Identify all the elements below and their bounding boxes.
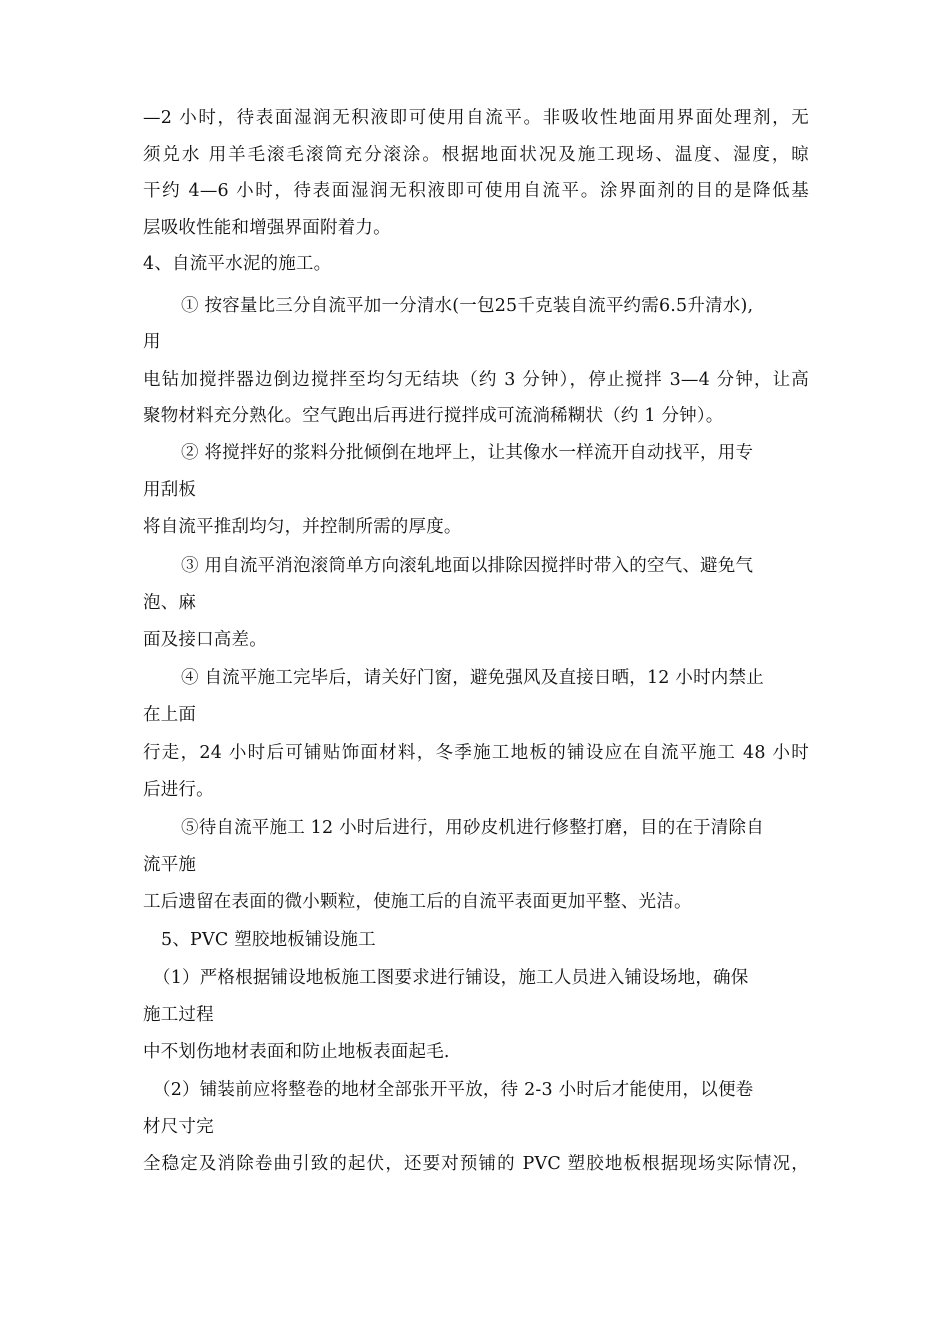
step-2-line: 将自流平推刮均匀，并控制所需的厚度。 [143, 517, 462, 537]
step-2-line: 用刮板 [143, 480, 197, 500]
step-5-line: ⑤待自流平施工 12 小时后进行，用砂皮机进行修整打磨，目的在于清除自 [181, 818, 764, 838]
item-2-line: 材尺寸完 [143, 1117, 214, 1137]
item-2-line: （2）铺装前应将整卷的地材全部张开平放，待 2-3 小时后才能使用，以便卷 [153, 1080, 754, 1100]
step-3-line: 面及接口高差。 [143, 630, 267, 650]
step-2-line: ② 将搅拌好的浆料分批倾倒在地坪上，让其像水一样流开自动找平，用专 [181, 443, 754, 463]
step-5-line: 流平施 [143, 855, 197, 875]
item-1-line: 施工过程 [143, 1005, 214, 1025]
step-5-line: 工后遗留在表面的微小颗粒，使施工后的自流平表面更加平整、光洁。 [143, 892, 692, 912]
item-2-line: 全稳定及消除卷曲引致的起伏，还要对预铺的 PVC 塑胶地板根据现场实际情况， [143, 1154, 809, 1174]
step-1-line: 用 [143, 332, 161, 352]
step-3-line: 泡、麻 [143, 593, 197, 613]
step-1-line: 电钻加搅拌器边倒边搅拌至均匀无结块（约 3 分钟），停止搅拌 3—4 分钟，让高 [143, 370, 809, 390]
paragraph-line: 须兑水 用羊毛滚毛滚筒充分滚涂。根据地面状况及施工现场、温度、湿度，晾 [143, 145, 809, 165]
item-1-line: （1）严格根据铺设地板施工图要求进行铺设，施工人员进入铺设场地，确保 [153, 968, 749, 988]
paragraph-line: 层吸收性能和增强界面附着力。 [143, 218, 391, 238]
section-heading: 4、自流平水泥的施工。 [143, 254, 332, 274]
item-1-line: 中不划伤地材表面和防止地板表面起毛. [143, 1042, 450, 1062]
paragraph-line: 干约 4—6 小时，待表面湿润无积液即可使用自流平。涂界面剂的目的是降低基 [143, 181, 809, 201]
step-4-line: 在上面 [143, 705, 197, 725]
paragraph-line: —2 小时，待表面湿润无积液即可使用自流平。非吸收性地面用界面处理剂，无 [143, 108, 809, 128]
step-3-line: ③ 用自流平消泡滚筒单方向滚轧地面以排除因搅拌时带入的空气、避免气 [181, 556, 754, 576]
step-4-line: 行走，24 小时后可铺贴饰面材料，冬季施工地板的铺设应在自流平施工 48 小时 [143, 743, 809, 763]
step-4-line: 后进行。 [143, 780, 214, 800]
step-1-line: ① 按容量比三分自流平加一分清水(一包25千克装自流平约需6.5升清水), [181, 296, 754, 316]
step-4-line: ④ 自流平施工完毕后，请关好门窗，避免强风及直接日晒，12 小时内禁止 [181, 668, 764, 688]
section-heading: 5、PVC 塑胶地板铺设施工 [161, 930, 376, 950]
step-1-line: 聚物材料充分熟化。空气跑出后再进行搅拌成可流淌稀糊状（约 1 分钟）。 [143, 406, 724, 426]
